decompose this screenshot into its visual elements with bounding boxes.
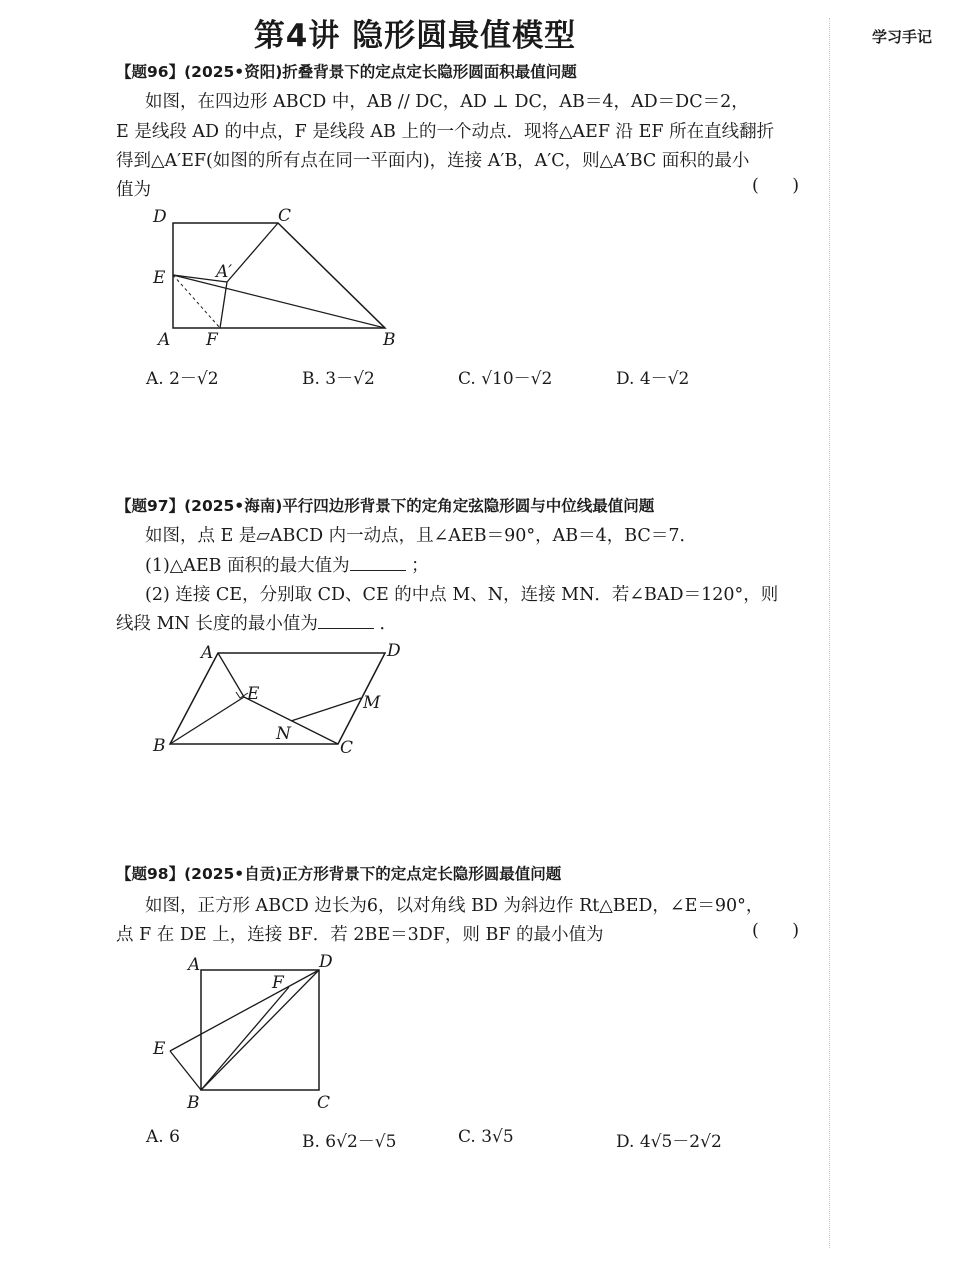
- q96-label-b: B: [383, 330, 396, 350]
- q96-option-b: B. 3－√2: [302, 369, 375, 389]
- q98-figure: [146, 948, 366, 1118]
- q97-answer-blank-1[interactable]: [350, 569, 406, 571]
- q98-option-a: A. 6: [146, 1127, 180, 1147]
- q98-label-e: E: [153, 1039, 166, 1059]
- q98-option-c: C. 3√5: [458, 1127, 514, 1147]
- q98-heading: 【题98】(2025•自贡)正方形背景下的定点定长隐形圆最值问题: [116, 865, 562, 883]
- q97-label-m: M: [363, 693, 381, 713]
- q96-figure: [140, 195, 410, 355]
- q97-text-line-1: 如图，点 E 是▱ABCD 内一动点，且∠AEB＝90°，AB＝4，BC＝7．: [145, 526, 697, 546]
- q97-text-line-2-wrap: [145, 552, 429, 577]
- q97-segment-be: [170, 697, 244, 744]
- q98-label-b: B: [187, 1093, 200, 1113]
- q97-label-d: D: [387, 641, 401, 661]
- q97-line-2-tail: ；: [411, 556, 429, 576]
- q96-label-e: E: [153, 268, 166, 288]
- q97-label-e: E: [247, 684, 260, 704]
- q98-option-d: D. 4√5－2√2: [616, 1132, 722, 1152]
- q97-label-b: B: [153, 736, 166, 756]
- q98-diagonal-bd: [201, 970, 319, 1090]
- q97-line-4-tail: ．: [379, 614, 397, 634]
- q97-text-line-2: (1)△AEB 面积的最大值为: [145, 556, 350, 576]
- q98-text-line-2: 点 F 在 DE 上，连接 BF．若 2BE＝3DF，则 BF 的最小值为: [116, 925, 604, 945]
- q96-segment-ef-dashed: [173, 275, 220, 328]
- q98-answer-paren: ( ): [752, 921, 800, 941]
- q96-label-a-prime: A′: [216, 262, 233, 282]
- q96-quadrilateral-abcd: [173, 223, 385, 328]
- q98-label-d: D: [319, 952, 333, 972]
- q98-label-a: A: [188, 955, 201, 975]
- q96-text-line-4: 值为: [116, 180, 151, 200]
- q96-text-line-1: 如图，在四边形 ABCD 中，AB // DC，AD ⊥ DC，AB＝4，AD＝DC＝2，: [145, 92, 749, 112]
- q98-label-f: F: [272, 973, 284, 993]
- q98-text-line-1: 如图，正方形 ABCD 边长为6，以对角线 BD 为斜边作 Rt△BED，∠E＝90°，: [145, 896, 764, 916]
- notes-label: 学习手记: [872, 28, 933, 46]
- q97-text-line-3: (2) 连接 CE，分别取 CD、CE 的中点 M、N，连接 MN．若∠BAD＝120°，则: [145, 585, 779, 605]
- q97-segment-ae: [218, 653, 244, 697]
- q96-heading: 【题96】(2025•资阳)折叠背景下的定点定长隐形圆面积最值问题: [116, 63, 577, 81]
- q97-label-a: A: [201, 643, 214, 663]
- q98-label-c: C: [317, 1093, 331, 1113]
- q97-figure: [148, 636, 418, 761]
- q97-label-c: C: [340, 738, 354, 758]
- q97-text-line-4-wrap: [116, 610, 397, 635]
- margin-divider: [829, 18, 830, 1248]
- q97-text-line-4: 线段 MN 长度的最小值为: [116, 614, 318, 634]
- q96-label-f: F: [206, 330, 218, 350]
- q98-segment-eb: [170, 1051, 201, 1090]
- q96-text-line-2: E 是线段 AD 的中点，F 是线段 AB 上的一个动点．现将△AEF 沿 EF 所在直线翻折: [116, 122, 775, 142]
- q98-option-b: B. 6√2－√5: [302, 1132, 397, 1152]
- q96-option-a: A. 2－√2: [146, 369, 219, 389]
- q98-segment-bf: [201, 987, 289, 1090]
- q96-label-c: C: [278, 206, 292, 226]
- q96-label-a: A: [158, 330, 171, 350]
- q96-segment-a1c: [227, 223, 278, 282]
- q96-segment-eb: [173, 275, 385, 328]
- q96-segment-a1f: [220, 282, 227, 328]
- q96-option-d: D. 4－√2: [616, 369, 690, 389]
- q96-option-c: C. √10－√2: [458, 369, 553, 389]
- q96-answer-paren: ( ): [752, 176, 800, 196]
- page-title: 第4讲 隐形圆最值模型: [253, 18, 577, 54]
- q97-label-n: N: [276, 724, 291, 744]
- q96-label-d: D: [153, 207, 167, 227]
- q97-answer-blank-2[interactable]: [318, 627, 374, 629]
- q97-segment-nm: [291, 698, 361, 721]
- q97-heading: 【题97】(2025•海南)平行四边形背景下的定角定弦隐形圆与中位线最值问题: [116, 497, 655, 515]
- q96-text-line-3: 得到△A′EF(如图的所有点在同一平面内)，连接 A′B，A′C，则△A′BC 面积的最小: [116, 151, 750, 171]
